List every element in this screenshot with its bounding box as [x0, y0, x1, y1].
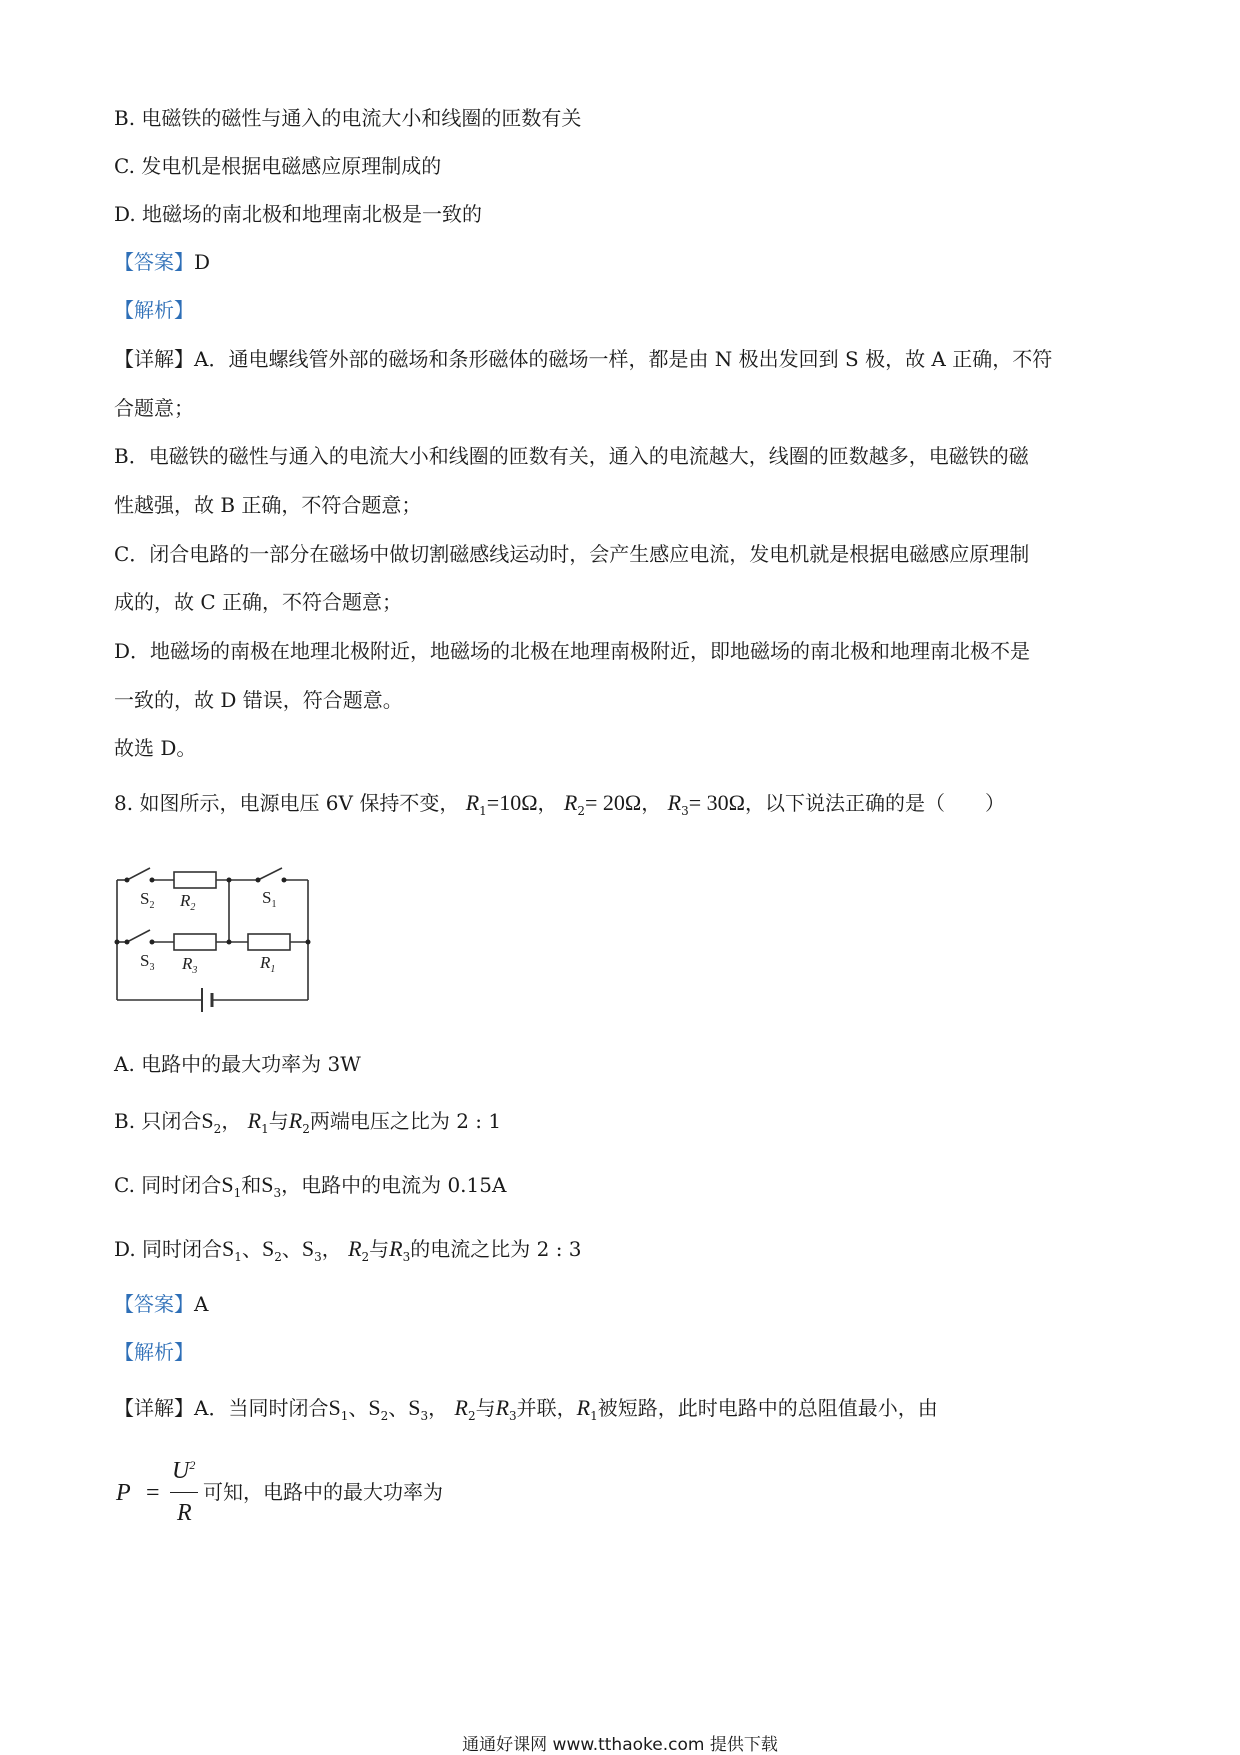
- r3-symbol: R: [667, 790, 682, 815]
- q8-stem: [114, 789, 1005, 825]
- sub: 2: [213, 1122, 222, 1136]
- sep: ，: [641, 791, 662, 815]
- q8-detail-1: [114, 1394, 938, 1430]
- text: 和: [241, 1173, 262, 1197]
- q7-answer: [114, 248, 210, 276]
- q7-detail-1: [114, 345, 1052, 373]
- q8-analysis-tag: 【解析】: [114, 1340, 194, 1364]
- r2-value: = 20Ω: [585, 790, 642, 815]
- sub: 3: [402, 1250, 411, 1264]
- s-symbol: S: [261, 1236, 275, 1261]
- r-symbol: R: [288, 1108, 303, 1133]
- stem-text: 8. 如图所示，电源电压 6V 保持不变，: [114, 791, 460, 815]
- num: U: [172, 1458, 190, 1484]
- detail-text: A．通电螺线管外部的磁场和条形磁体的磁场一样，都是由 N 极出发回到 S 极，故 A 正确，不符: [194, 347, 1053, 371]
- text: ，: [321, 1237, 342, 1261]
- q8-answer: [114, 1290, 208, 1318]
- r-symbol: R: [348, 1236, 362, 1261]
- q7-detail-3: B．电磁铁的磁性与通入的电流大小和线圈的匝数有关，通入的电流越大，线圈的匝数越多，电磁铁的磁: [114, 444, 1029, 468]
- text: C. 同时闭合: [114, 1173, 222, 1197]
- text: 的电流之比为 2 : 3: [410, 1237, 582, 1261]
- sub: 2: [361, 1250, 370, 1264]
- s-symbol: S: [261, 1172, 274, 1197]
- s-symbol: S: [301, 1236, 315, 1261]
- sub: 3: [273, 1186, 282, 1200]
- text: 、: [241, 1237, 262, 1261]
- sub: 2: [467, 1409, 476, 1423]
- q7-detail-2: 合题意；: [114, 396, 194, 420]
- sub: 3: [420, 1409, 429, 1423]
- s-symbol: S: [222, 1236, 235, 1261]
- sub: 1: [479, 804, 487, 818]
- label-s2: $S_2$: [140, 889, 155, 911]
- sup: 2: [189, 1458, 196, 1472]
- q8-option-c: [114, 1171, 506, 1207]
- q7-option-b: B. 电磁铁的磁性与通入的电流大小和线圈的匝数有关: [114, 106, 582, 130]
- r1-symbol: R: [465, 790, 480, 815]
- sub: 2: [577, 804, 585, 818]
- sep: ，: [537, 791, 558, 815]
- sub: 1: [234, 1250, 242, 1264]
- sub: 1: [261, 1122, 269, 1136]
- stem-text: ，以下说法正确的是（ ）: [744, 791, 1005, 815]
- label-r1: $R_1$: [260, 953, 276, 975]
- r-symbol: R: [495, 1395, 510, 1420]
- r-symbol: R: [454, 1395, 468, 1420]
- q7-detail-4: 性越强，故 B 正确，不符合题意；: [114, 493, 422, 517]
- sub: 2: [380, 1409, 389, 1423]
- answer-value: D: [194, 250, 211, 274]
- text: 并联，: [516, 1396, 577, 1420]
- text: ，电路中的电流为 0.15A: [281, 1173, 507, 1197]
- q8-option-a: A. 电路中的最大功率为 3W: [114, 1052, 361, 1076]
- text: B. 只闭合: [114, 1109, 202, 1133]
- text: 、: [281, 1237, 302, 1261]
- detail-tag: 【详解】: [114, 347, 194, 371]
- answer-value: A: [194, 1292, 209, 1316]
- s-symbol: S: [221, 1172, 234, 1197]
- q7-analysis-tag: 【解析】: [114, 298, 194, 322]
- footer-source: 通通好课网 www.tthaoke.com 提供下载: [462, 1735, 778, 1755]
- q8-option-b: [114, 1107, 501, 1143]
- text: ，: [428, 1396, 449, 1420]
- r-symbol: R: [576, 1395, 591, 1420]
- formula-denominator: R: [177, 1500, 192, 1526]
- q8-option-d: [114, 1235, 582, 1271]
- s-symbol: S: [201, 1108, 214, 1133]
- sub: 1: [340, 1409, 349, 1423]
- sub: 2: [274, 1250, 282, 1264]
- label-r2: $R_2$: [180, 891, 196, 913]
- r-symbol: R: [247, 1108, 262, 1133]
- formula-numerator: [172, 1458, 195, 1485]
- text: 与: [268, 1109, 289, 1133]
- text: ，: [221, 1109, 242, 1133]
- sub: 3: [681, 804, 689, 818]
- sub: 1: [590, 1409, 598, 1423]
- q7-option-d: D. 地磁场的南北极和地理南北极是一致的: [114, 202, 483, 226]
- s-symbol: S: [408, 1395, 421, 1420]
- text: A．当同时闭合: [194, 1396, 329, 1420]
- label-s3: $S_3$: [140, 951, 155, 973]
- text: D. 同时闭合: [114, 1237, 223, 1261]
- formula-p: P: [116, 1480, 131, 1506]
- answer-tag: 【答案】: [114, 1292, 194, 1316]
- text: 、: [388, 1396, 409, 1420]
- sub: 2: [302, 1122, 310, 1136]
- fraction-bar: [170, 1492, 198, 1493]
- q7-conclusion: 故选 D。: [114, 736, 197, 760]
- text: 与: [369, 1237, 390, 1261]
- q7-option-c: C. 发电机是根据电磁感应原理制成的: [114, 154, 442, 178]
- sub: 3: [314, 1250, 322, 1264]
- formula-eq: =: [146, 1480, 160, 1506]
- q7-detail-8: 一致的，故 D 错误，符合题意。: [114, 688, 403, 712]
- text: 被短路，此时电路中的总阻值最小，由: [597, 1396, 938, 1420]
- text: 两端电压之比为 2 : 1: [309, 1109, 502, 1133]
- detail-tag: 【详解】: [114, 1396, 194, 1420]
- q7-detail-6: 成的，故 C 正确，不符合题意；: [114, 590, 403, 614]
- answer-tag: 【答案】: [114, 250, 194, 274]
- q7-detail-7: D．地磁场的南极在地理北极附近，地磁场的北极在地理南极附近，即地磁场的南北极和地理南北极不是: [114, 639, 1031, 663]
- sub: 3: [509, 1409, 517, 1423]
- r1-value: =10Ω: [486, 790, 538, 815]
- text: 与: [475, 1396, 496, 1420]
- q7-detail-5: C．闭合电路的一部分在磁场中做切割磁感线运动时，会产生感应电流，发电机就是根据电磁感应原理制: [114, 542, 1030, 566]
- s-symbol: S: [368, 1395, 381, 1420]
- r-symbol: R: [389, 1236, 403, 1261]
- sub: 1: [233, 1186, 242, 1200]
- label-s1: $S_1$: [262, 888, 277, 910]
- r3-value: = 30Ω: [688, 790, 745, 815]
- circuit-diagram: [112, 860, 322, 1020]
- text: 、: [348, 1396, 369, 1420]
- formula-tail: 可知，电路中的最大功率为: [203, 1480, 443, 1504]
- label-r3: $R_3$: [182, 954, 198, 976]
- r2-symbol: R: [563, 790, 578, 815]
- s-symbol: S: [328, 1395, 341, 1420]
